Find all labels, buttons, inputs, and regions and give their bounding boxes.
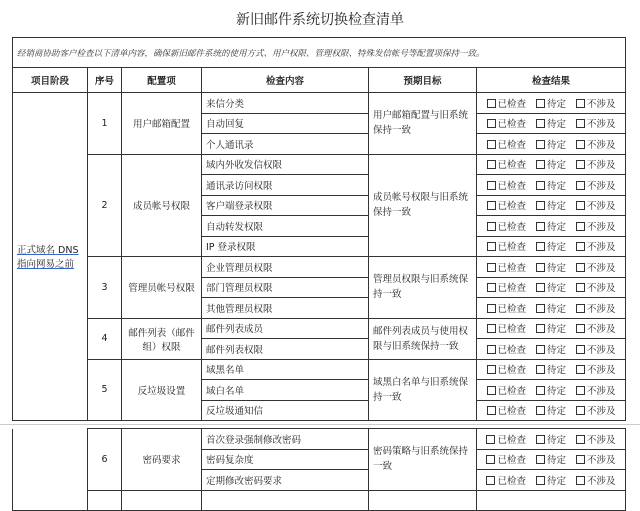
result-checkbox-0[interactable] — [487, 198, 527, 212]
expected-target: 邮件列表成员与使用权限与旧系统保持一致 — [369, 318, 477, 359]
result-option-label: 不涉及 — [587, 455, 616, 467]
header-row — [13, 68, 626, 93]
result-option-label: 已检查 — [497, 201, 527, 213]
checkbox-icon[interactable] — [536, 99, 545, 108]
page-break — [0, 424, 640, 425]
check-result — [477, 318, 626, 339]
result-option-label: 不涉及 — [587, 344, 616, 356]
result-checkbox-1[interactable] — [536, 362, 566, 376]
header-target: 预期目标 — [369, 68, 477, 93]
checkbox-icon[interactable] — [576, 406, 585, 415]
result-option-label: 待定 — [547, 303, 567, 315]
result-option-label: 已检查 — [497, 221, 527, 233]
check-content: 邮件列表权限 — [202, 339, 369, 360]
result-checkbox-0[interactable] — [487, 383, 527, 397]
result-option-label: 已检查 — [497, 475, 526, 487]
table-row — [13, 318, 626, 339]
result-option-label: 待定 — [547, 221, 567, 233]
checkbox-icon[interactable] — [536, 160, 545, 169]
result-option-label: 不涉及 — [587, 242, 616, 254]
result-option-label: 已检查 — [497, 119, 527, 131]
check-result — [477, 429, 626, 450]
row-number: 4 — [88, 318, 122, 359]
checkbox-icon[interactable] — [487, 99, 496, 108]
config-item: 管理员帐号权限 — [122, 257, 202, 319]
result-checkbox-0[interactable] — [486, 452, 526, 466]
result-option-label: 不涉及 — [587, 365, 616, 377]
result-option-label: 待定 — [547, 119, 567, 131]
checklist-table-page1 — [12, 37, 626, 421]
result-checkbox-2[interactable] — [576, 342, 616, 356]
checkbox-icon[interactable] — [486, 476, 495, 485]
result-option-label: 待定 — [546, 455, 566, 467]
result-checkbox-0[interactable] — [487, 116, 527, 130]
check-content: 客户端登录权限 — [202, 195, 369, 216]
check-content: 个人通讯录 — [202, 134, 369, 155]
check-content: 通讯录访问权限 — [202, 175, 369, 196]
result-option-label: 不涉及 — [587, 139, 616, 151]
check-content: 反垃圾通知信 — [202, 400, 369, 421]
check-result — [477, 93, 626, 114]
result-checkbox-2[interactable] — [576, 116, 616, 130]
result-option-label: 待定 — [547, 160, 567, 172]
check-result — [477, 257, 626, 278]
result-option-label: 已检查 — [497, 365, 527, 377]
check-content: 域黑名单 — [202, 359, 369, 380]
check-result — [477, 134, 626, 155]
checkbox-icon[interactable] — [576, 242, 585, 251]
check-content: 域白名单 — [202, 380, 369, 401]
result-option-label: 待定 — [547, 201, 567, 213]
result-checkbox-1[interactable] — [536, 116, 566, 130]
result-checkbox-2[interactable] — [576, 301, 616, 315]
result-option-label: 不涉及 — [587, 180, 616, 192]
empty-cell — [477, 490, 626, 511]
check-result — [477, 339, 626, 360]
result-option-label: 已检查 — [497, 385, 527, 397]
stage-cell — [13, 93, 88, 421]
checkbox-icon[interactable] — [576, 140, 585, 149]
table-row — [13, 359, 626, 380]
check-content: 部门管理员权限 — [202, 277, 369, 298]
result-checkbox-0[interactable] — [486, 432, 526, 446]
expected-target: 密码策略与旧系统保持一致 — [369, 429, 477, 491]
checkbox-icon[interactable] — [576, 435, 585, 444]
check-content: IP 登录权限 — [202, 236, 369, 257]
result-checkbox-0[interactable] — [487, 342, 527, 356]
result-option-label: 已检查 — [497, 283, 527, 295]
result-option-label: 待定 — [547, 406, 567, 418]
checkbox-icon[interactable] — [487, 324, 496, 333]
checkbox-icon[interactable] — [576, 119, 585, 128]
result-checkbox-1[interactable] — [536, 301, 566, 315]
result-checkbox-0[interactable] — [487, 362, 527, 376]
header-result: 检查结果 — [477, 68, 626, 93]
result-option-label: 已检查 — [497, 434, 526, 446]
result-checkbox-1[interactable] — [536, 432, 566, 446]
check-result — [477, 236, 626, 257]
empty-cell — [88, 490, 122, 511]
expected-target: 用户邮箱配置与旧系统保持一致 — [369, 93, 477, 155]
result-option-label: 不涉及 — [587, 303, 616, 315]
result-checkbox-1[interactable] — [536, 178, 566, 192]
result-option-label: 不涉及 — [587, 406, 616, 418]
checkbox-icon[interactable] — [576, 324, 585, 333]
check-content: 域内外收发信权限 — [202, 154, 369, 175]
checkbox-icon[interactable] — [487, 222, 496, 231]
result-option-label: 待定 — [547, 385, 567, 397]
result-checkbox-2[interactable] — [576, 137, 616, 151]
result-option-label: 待定 — [546, 434, 566, 446]
row-number: 1 — [88, 93, 122, 155]
result-option-label: 不涉及 — [587, 221, 616, 233]
result-checkbox-2[interactable] — [576, 157, 616, 171]
result-checkbox-1[interactable] — [536, 280, 566, 294]
check-result — [477, 380, 626, 401]
result-checkbox-1[interactable] — [536, 342, 566, 356]
result-option-label: 不涉及 — [587, 385, 616, 397]
result-checkbox-0[interactable] — [487, 239, 527, 253]
result-checkbox-0[interactable] — [487, 157, 527, 171]
header-item: 配置项 — [122, 68, 202, 93]
result-checkbox-1[interactable] — [536, 383, 566, 397]
checkbox-icon[interactable] — [487, 242, 496, 251]
row-number: 5 — [88, 359, 122, 421]
result-checkbox-2[interactable] — [576, 452, 616, 466]
checkbox-icon[interactable] — [536, 181, 545, 190]
checklist-table-page2 — [12, 428, 626, 511]
checkbox-icon[interactable] — [487, 140, 496, 149]
check-content: 来信分类 — [202, 93, 369, 114]
check-result — [477, 113, 626, 134]
result-option-label: 不涉及 — [587, 283, 616, 295]
checkbox-icon[interactable] — [536, 304, 545, 313]
check-result — [477, 470, 626, 491]
checkbox-icon[interactable] — [576, 160, 585, 169]
result-checkbox-0[interactable] — [487, 137, 527, 151]
result-option-label: 不涉及 — [587, 324, 616, 336]
result-option-label: 待定 — [547, 98, 567, 110]
result-checkbox-1[interactable] — [536, 239, 566, 253]
checkbox-icon[interactable] — [536, 455, 545, 464]
result-option-label: 已检查 — [497, 242, 527, 254]
checkbox-icon[interactable] — [536, 476, 545, 485]
checkbox-icon[interactable] — [536, 345, 545, 354]
result-option-label: 待定 — [547, 344, 567, 356]
checkbox-icon[interactable] — [576, 222, 585, 231]
checkbox-icon[interactable] — [576, 283, 585, 292]
result-checkbox-0[interactable] — [487, 96, 527, 110]
result-checkbox-0[interactable] — [487, 219, 527, 233]
result-checkbox-1[interactable] — [536, 260, 566, 274]
checkbox-icon[interactable] — [487, 304, 496, 313]
row-number: 6 — [88, 429, 122, 491]
result-checkbox-0[interactable] — [487, 178, 527, 192]
result-checkbox-0[interactable] — [487, 403, 527, 417]
result-checkbox-2[interactable] — [576, 198, 616, 212]
intro-text: 经销商协助客户检查以下清单内容，确保新旧邮件系统的使用方式、用户权限、管理权限、特殊发信帐号等配置项保持一致。 — [13, 38, 626, 68]
result-option-label: 待定 — [547, 262, 567, 274]
result-option-label: 不涉及 — [587, 262, 616, 274]
table-row — [13, 93, 626, 114]
result-checkbox-0[interactable] — [487, 321, 527, 335]
checkbox-icon[interactable] — [536, 435, 545, 444]
table-row-cutoff — [13, 490, 626, 511]
result-option-label: 已检查 — [497, 98, 527, 110]
config-item: 成员帐号权限 — [122, 154, 202, 257]
document-title: 新旧邮件系统切换检查清单 — [236, 12, 404, 28]
result-checkbox-2[interactable] — [576, 403, 616, 417]
check-content: 自动转发权限 — [202, 216, 369, 237]
result-option-label: 不涉及 — [587, 434, 616, 446]
checkbox-icon[interactable] — [487, 263, 496, 272]
check-result — [477, 400, 626, 421]
check-result — [477, 449, 626, 470]
result-option-label: 已检查 — [497, 139, 527, 151]
result-checkbox-2[interactable] — [576, 260, 616, 274]
result-checkbox-2[interactable] — [576, 432, 616, 446]
result-checkbox-2[interactable] — [576, 96, 616, 110]
config-item: 密码要求 — [122, 429, 202, 491]
result-checkbox-1[interactable] — [536, 321, 566, 335]
checkbox-icon[interactable] — [487, 406, 496, 415]
result-checkbox-0[interactable] — [487, 280, 527, 294]
result-checkbox-2[interactable] — [576, 321, 616, 335]
result-option-label: 待定 — [546, 475, 566, 487]
check-content: 自动回复 — [202, 113, 369, 134]
result-option-label: 已检查 — [497, 324, 527, 336]
result-checkbox-0[interactable] — [487, 301, 527, 315]
config-item: 邮件列表（邮件组）权限 — [122, 318, 202, 359]
checkbox-icon[interactable] — [487, 201, 496, 210]
result-option-label: 已检查 — [497, 455, 526, 467]
check-content: 首次登录强制修改密码 — [202, 429, 369, 450]
checkbox-icon[interactable] — [576, 476, 585, 485]
checkbox-icon[interactable] — [536, 283, 545, 292]
result-option-label: 已检查 — [497, 160, 527, 172]
result-option-label: 已检查 — [497, 303, 527, 315]
result-option-label: 待定 — [547, 242, 567, 254]
expected-target: 域黑白名单与旧系统保持一致 — [369, 359, 477, 421]
checkbox-icon[interactable] — [487, 386, 496, 395]
checkbox-icon[interactable] — [536, 222, 545, 231]
result-checkbox-0[interactable] — [486, 473, 526, 487]
checkbox-icon[interactable] — [486, 455, 495, 464]
result-checkbox-2[interactable] — [576, 383, 616, 397]
checkbox-icon[interactable] — [576, 181, 585, 190]
result-option-label: 不涉及 — [587, 160, 616, 172]
result-checkbox-1[interactable] — [536, 403, 566, 417]
result-checkbox-1[interactable] — [536, 198, 566, 212]
result-checkbox-2[interactable] — [576, 239, 616, 253]
empty-cell — [369, 490, 477, 511]
expected-target: 管理员权限与旧系统保持一致 — [369, 257, 477, 319]
checkbox-icon[interactable] — [536, 324, 545, 333]
result-option-label: 不涉及 — [587, 119, 616, 131]
stage-cell-continued — [13, 429, 88, 511]
empty-cell — [122, 490, 202, 511]
expected-target: 成员帐号权限与旧系统保持一致 — [369, 154, 477, 257]
checkbox-icon[interactable] — [487, 160, 496, 169]
result-option-label: 已检查 — [497, 406, 527, 418]
check-content: 定期修改密码要求 — [202, 470, 369, 491]
checkbox-icon[interactable] — [536, 406, 545, 415]
result-checkbox-1[interactable] — [536, 473, 566, 487]
check-result — [477, 154, 626, 175]
check-result — [477, 216, 626, 237]
check-result — [477, 298, 626, 319]
result-option-label: 已检查 — [497, 344, 527, 356]
result-checkbox-1[interactable] — [536, 157, 566, 171]
checkbox-icon[interactable] — [487, 283, 496, 292]
result-checkbox-2[interactable] — [576, 178, 616, 192]
checkbox-icon[interactable] — [536, 365, 545, 374]
check-result — [477, 195, 626, 216]
result-option-label: 已检查 — [497, 262, 527, 274]
result-option-label: 不涉及 — [587, 98, 616, 110]
checkbox-icon[interactable] — [576, 455, 585, 464]
row-number: 2 — [88, 154, 122, 257]
checkbox-icon[interactable] — [576, 201, 585, 210]
result-checkbox-2[interactable] — [576, 219, 616, 233]
result-option-label: 不涉及 — [587, 201, 616, 213]
empty-cell — [202, 490, 369, 511]
result-checkbox-1[interactable] — [536, 96, 566, 110]
check-content: 企业管理员权限 — [202, 257, 369, 278]
checkbox-icon[interactable] — [487, 119, 496, 128]
row-number: 3 — [88, 257, 122, 319]
checkbox-icon[interactable] — [576, 304, 585, 313]
result-checkbox-2[interactable] — [576, 362, 616, 376]
checkbox-icon[interactable] — [576, 345, 585, 354]
checkbox-icon[interactable] — [576, 365, 585, 374]
checkbox-icon[interactable] — [536, 140, 545, 149]
checkbox-icon[interactable] — [576, 263, 585, 272]
check-result — [477, 277, 626, 298]
checkbox-icon[interactable] — [486, 435, 495, 444]
result-checkbox-0[interactable] — [487, 260, 527, 274]
result-option-label: 待定 — [547, 180, 567, 192]
result-checkbox-1[interactable] — [536, 219, 566, 233]
result-option-label: 已检查 — [497, 180, 527, 192]
stage-label: 正式域名 DNS 指向网易之前 — [17, 245, 79, 270]
header-stage: 项目阶段 — [13, 68, 88, 93]
result-option-label: 待定 — [547, 283, 567, 295]
config-item: 反垃圾设置 — [122, 359, 202, 421]
checkbox-icon[interactable] — [536, 263, 545, 272]
check-result — [477, 175, 626, 196]
check-content: 密码复杂度 — [202, 449, 369, 470]
result-checkbox-2[interactable] — [576, 473, 616, 487]
checkbox-icon[interactable] — [536, 242, 545, 251]
checkbox-icon[interactable] — [487, 181, 496, 190]
checkbox-icon[interactable] — [487, 365, 496, 374]
check-content: 其他管理员权限 — [202, 298, 369, 319]
result-option-label: 不涉及 — [587, 475, 616, 487]
table-row — [13, 154, 626, 175]
header-check: 检查内容 — [202, 68, 369, 93]
checkbox-icon[interactable] — [536, 386, 545, 395]
checkbox-icon[interactable] — [487, 345, 496, 354]
config-item: 用户邮箱配置 — [122, 93, 202, 155]
result-option-label: 待定 — [547, 365, 567, 377]
checkbox-icon[interactable] — [536, 201, 545, 210]
result-option-label: 待定 — [547, 324, 567, 336]
check-result — [477, 359, 626, 380]
result-checkbox-1[interactable] — [536, 452, 566, 466]
check-content: 邮件列表成员 — [202, 318, 369, 339]
result-checkbox-1[interactable] — [536, 137, 566, 151]
table-row — [13, 257, 626, 278]
result-option-label: 待定 — [547, 139, 567, 151]
result-checkbox-2[interactable] — [576, 280, 616, 294]
table-row — [13, 429, 626, 450]
checkbox-icon[interactable] — [576, 386, 585, 395]
header-no: 序号 — [88, 68, 122, 93]
checkbox-icon[interactable] — [536, 119, 545, 128]
checkbox-icon[interactable] — [576, 99, 585, 108]
